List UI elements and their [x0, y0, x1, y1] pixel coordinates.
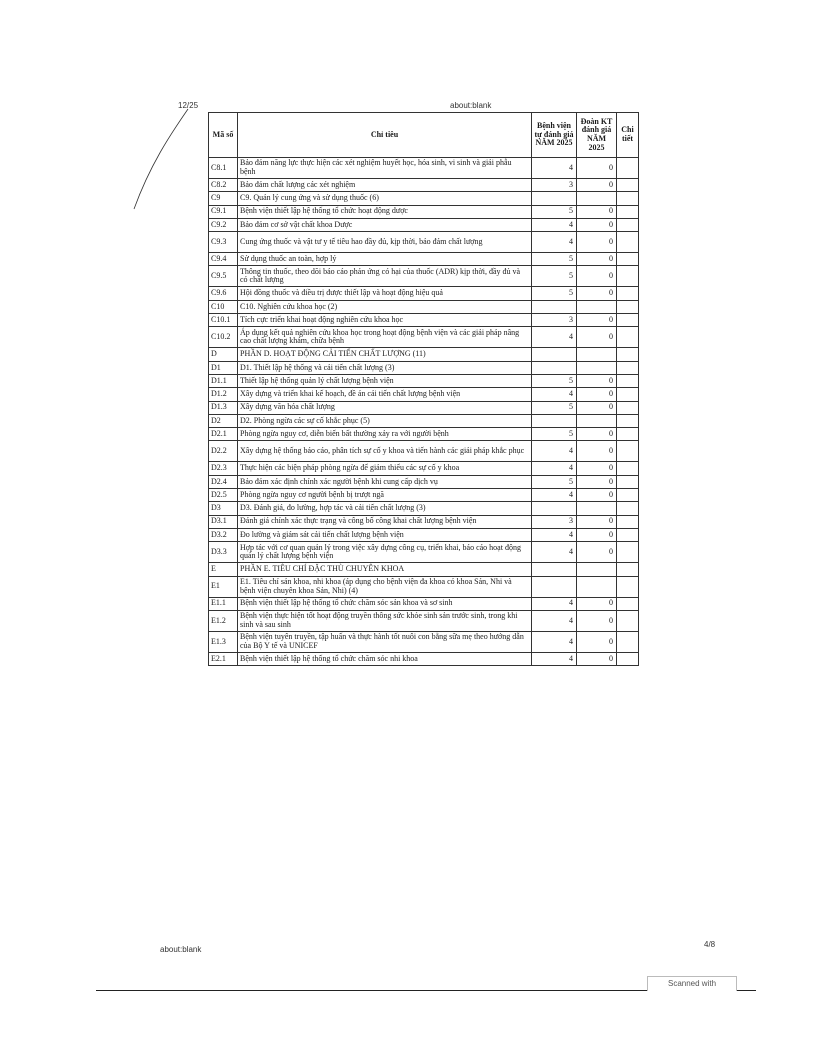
row-team-score: 0	[577, 528, 617, 541]
row-code: C9.6	[209, 287, 238, 300]
row-detail	[617, 158, 639, 179]
table-row	[209, 631, 639, 652]
table-row	[209, 300, 639, 313]
row-detail	[617, 179, 639, 192]
row-code: C9.1	[209, 205, 238, 218]
row-hospital-score: 4	[532, 528, 577, 541]
row-hospital-score: 4	[532, 158, 577, 179]
table-row	[209, 348, 639, 361]
row-hospital-score: 4	[532, 388, 577, 401]
row-team-score	[577, 576, 617, 597]
row-criterion: D3. Đánh giá, đo lường, hợp tác và cải tiến chất lượng (3)	[238, 502, 532, 515]
row-team-score: 0	[577, 205, 617, 218]
row-criterion: Bệnh viện thiết lập hệ thống tổ chức chăm sóc sản khoa và sơ sinh	[238, 597, 532, 610]
row-detail	[617, 610, 639, 631]
row-criterion: Xây dựng hệ thống báo cáo, phân tích sự cố y khoa và tiến hành các giải pháp khắc phục	[238, 441, 532, 462]
row-criterion: C10. Nghiên cứu khoa học (2)	[238, 300, 532, 313]
row-criterion: Bệnh viện tuyên truyền, tập huấn và thực hành tốt nuôi con bằng sữa mẹ theo hướng dẫn của Bộ Y tế và UNICEF	[238, 631, 532, 652]
row-code: E1.2	[209, 610, 238, 631]
row-code: C8.1	[209, 158, 238, 179]
table-row	[209, 489, 639, 502]
table-row	[209, 287, 639, 300]
row-code: D2.2	[209, 441, 238, 462]
table-row	[209, 388, 639, 401]
row-team-score	[577, 414, 617, 427]
row-hospital-score	[532, 192, 577, 205]
row-detail	[617, 528, 639, 541]
row-detail	[617, 475, 639, 488]
row-criterion: Xây dựng văn hóa chất lượng	[238, 401, 532, 414]
row-detail	[617, 253, 639, 266]
row-criterion: Đánh giá chính xác thực trạng và công bố công khai chất lượng bệnh viện	[238, 515, 532, 528]
row-code: E1.1	[209, 597, 238, 610]
row-hospital-score	[532, 502, 577, 515]
row-detail	[617, 414, 639, 427]
row-team-score: 0	[577, 232, 617, 253]
table-row	[209, 327, 639, 348]
row-team-score: 0	[577, 652, 617, 665]
row-team-score: 0	[577, 327, 617, 348]
table-row	[209, 462, 639, 475]
row-hospital-score: 5	[532, 401, 577, 414]
row-code: C9.4	[209, 253, 238, 266]
row-code: E	[209, 563, 238, 576]
header-detail: Chi tiết	[617, 113, 639, 158]
page-number: 4/8	[704, 940, 716, 949]
row-detail	[617, 266, 639, 287]
row-criterion: Hội đồng thuốc và điều trị được thiết lập và hoạt động hiệu quả	[238, 287, 532, 300]
row-criterion: Bệnh viện thực hiện tốt hoạt động truyền thông sức khỏe sinh sản trước sinh, trong khi sinh và sau sinh	[238, 610, 532, 631]
row-hospital-score: 4	[532, 218, 577, 231]
row-team-score: 0	[577, 631, 617, 652]
row-hospital-score: 4	[532, 441, 577, 462]
row-criterion: PHẦN E. TIÊU CHÍ ĐẶC THÙ CHUYÊN KHOA	[238, 563, 532, 576]
row-detail	[617, 327, 639, 348]
table-row	[209, 428, 639, 441]
row-code: D3.3	[209, 542, 238, 563]
table-row	[209, 475, 639, 488]
row-team-score: 0	[577, 401, 617, 414]
table-row	[209, 361, 639, 374]
row-hospital-score: 4	[532, 462, 577, 475]
row-code: D2.3	[209, 462, 238, 475]
header-criterion: Chỉ tiêu	[238, 113, 532, 158]
table-row	[209, 374, 639, 387]
row-team-score	[577, 563, 617, 576]
row-team-score: 0	[577, 388, 617, 401]
table-row	[209, 218, 639, 231]
table-row	[209, 542, 639, 563]
print-title: about:blank	[450, 101, 492, 110]
row-team-score: 0	[577, 287, 617, 300]
row-hospital-score	[532, 414, 577, 427]
row-hospital-score: 5	[532, 428, 577, 441]
row-hospital-score: 5	[532, 205, 577, 218]
row-detail	[617, 489, 639, 502]
row-detail	[617, 576, 639, 597]
row-code: C10.2	[209, 327, 238, 348]
row-team-score: 0	[577, 597, 617, 610]
table-row	[209, 652, 639, 665]
row-detail	[617, 401, 639, 414]
row-code: C9	[209, 192, 238, 205]
row-detail	[617, 232, 639, 253]
row-criterion: Thông tin thuốc, theo dõi báo cáo phản ứng có hại của thuốc (ADR) kịp thời, đầy đủ và có chất lượng	[238, 266, 532, 287]
row-team-score: 0	[577, 428, 617, 441]
scanned-badge: Scanned with	[647, 976, 737, 991]
row-criterion: D2. Phòng ngừa các sự cố khắc phục (5)	[238, 414, 532, 427]
row-team-score: 0	[577, 610, 617, 631]
row-code: D1.1	[209, 374, 238, 387]
row-hospital-score: 4	[532, 610, 577, 631]
row-hospital-score: 4	[532, 489, 577, 502]
row-detail	[617, 287, 639, 300]
row-code: D	[209, 348, 238, 361]
row-hospital-score: 4	[532, 631, 577, 652]
footer-url: about:blank	[160, 945, 202, 954]
table-row	[209, 253, 639, 266]
table-row	[209, 158, 639, 179]
row-hospital-score: 3	[532, 314, 577, 327]
row-team-score	[577, 300, 617, 313]
row-code: D3	[209, 502, 238, 515]
row-team-score: 0	[577, 489, 617, 502]
row-code: D2.1	[209, 428, 238, 441]
row-criterion: Thực hiện các biện pháp phòng ngừa để giảm thiểu các sự cố y khoa	[238, 462, 532, 475]
row-detail	[617, 428, 639, 441]
table-row	[209, 192, 639, 205]
row-team-score: 0	[577, 515, 617, 528]
row-detail	[617, 502, 639, 515]
row-code: D1.3	[209, 401, 238, 414]
row-detail	[617, 218, 639, 231]
row-code: D3.2	[209, 528, 238, 541]
row-criterion: Thiết lập hệ thống quản lý chất lượng bệnh viện	[238, 374, 532, 387]
row-criterion: Tích cực triển khai hoạt động nghiên cứu khoa học	[238, 314, 532, 327]
row-detail	[617, 597, 639, 610]
row-code: D1.2	[209, 388, 238, 401]
row-team-score	[577, 348, 617, 361]
row-hospital-score	[532, 300, 577, 313]
row-detail	[617, 314, 639, 327]
header-team-score: Đoàn KT đánh giá NĂM 2025	[577, 113, 617, 158]
row-detail	[617, 388, 639, 401]
table-row	[209, 597, 639, 610]
table-row	[209, 266, 639, 287]
row-team-score: 0	[577, 314, 617, 327]
row-detail	[617, 652, 639, 665]
row-code: D2.4	[209, 475, 238, 488]
row-criterion: Áp dụng kết quả nghiên cứu khoa học trong hoạt động bệnh viện và các giải pháp nâng cao chất lượng khám, chữa bệnh	[238, 327, 532, 348]
table-row	[209, 205, 639, 218]
row-criterion: Bảo đảm chất lượng các xét nghiệm	[238, 179, 532, 192]
row-team-score: 0	[577, 179, 617, 192]
row-code: D1	[209, 361, 238, 374]
row-code: C8.2	[209, 179, 238, 192]
row-criterion: Phòng ngừa nguy cơ, diễn biến bất thường xảy ra với người bệnh	[238, 428, 532, 441]
row-hospital-score: 4	[532, 652, 577, 665]
row-code: C10	[209, 300, 238, 313]
row-team-score: 0	[577, 218, 617, 231]
table-row	[209, 576, 639, 597]
table-row	[209, 314, 639, 327]
row-criterion: Cung ứng thuốc và vật tư y tế tiêu hao đầy đủ, kịp thời, bảo đảm chất lượng	[238, 232, 532, 253]
row-hospital-score: 5	[532, 266, 577, 287]
row-criterion: Hợp tác với cơ quan quản lý trong việc xây dựng công cụ, triển khai, báo cáo hoạt động quản lý chất lượng bệnh viện	[238, 542, 532, 563]
row-code: C9.5	[209, 266, 238, 287]
row-hospital-score	[532, 361, 577, 374]
table-row	[209, 563, 639, 576]
row-code: C9.2	[209, 218, 238, 231]
row-code: E2.1	[209, 652, 238, 665]
row-team-score: 0	[577, 462, 617, 475]
criteria-table	[208, 112, 639, 666]
row-detail	[617, 441, 639, 462]
row-code: D3.1	[209, 515, 238, 528]
table-row	[209, 401, 639, 414]
table-row	[209, 515, 639, 528]
row-criterion: E1. Tiêu chí sản khoa, nhi khoa (áp dụng cho bệnh viện đa khoa có khoa Sản, Nhi và bệnh viện chuyên khoa Sản, Nhi) (4)	[238, 576, 532, 597]
row-hospital-score: 5	[532, 374, 577, 387]
row-code: E1	[209, 576, 238, 597]
row-team-score	[577, 502, 617, 515]
row-criterion: D1. Thiết lập hệ thống và cải tiến chất lượng (3)	[238, 361, 532, 374]
table-row	[209, 441, 639, 462]
row-hospital-score	[532, 348, 577, 361]
row-code: D2	[209, 414, 238, 427]
table-row	[209, 528, 639, 541]
row-criterion: Bảo đảm năng lực thực hiện các xét nghiệm huyết học, hóa sinh, vi sinh và giải phẫu bệnh	[238, 158, 532, 179]
row-criterion: Xây dựng và triển khai kế hoạch, đề án cải tiến chất lượng bệnh viện	[238, 388, 532, 401]
table-row	[209, 502, 639, 515]
row-hospital-score: 4	[532, 327, 577, 348]
row-detail	[617, 563, 639, 576]
table-row	[209, 610, 639, 631]
row-criterion: PHẦN D. HOẠT ĐỘNG CẢI TIẾN CHẤT LƯỢNG (11)	[238, 348, 532, 361]
row-code: C10.1	[209, 314, 238, 327]
row-detail	[617, 192, 639, 205]
row-team-score	[577, 361, 617, 374]
row-detail	[617, 300, 639, 313]
row-team-score: 0	[577, 475, 617, 488]
table-row	[209, 232, 639, 253]
row-code: C9.3	[209, 232, 238, 253]
row-hospital-score: 5	[532, 287, 577, 300]
row-team-score: 0	[577, 253, 617, 266]
row-hospital-score: 4	[532, 542, 577, 563]
pen-mark	[130, 105, 190, 215]
row-hospital-score: 5	[532, 475, 577, 488]
row-criterion: Bảo đảm xác định chính xác người bệnh khi cung cấp dịch vụ	[238, 475, 532, 488]
row-detail	[617, 515, 639, 528]
row-hospital-score: 3	[532, 515, 577, 528]
row-criterion: Bệnh viện thiết lập hệ thống tổ chức chăm sóc nhi khoa	[238, 652, 532, 665]
row-criterion: Phòng ngừa nguy cơ người bệnh bị trượt ngã	[238, 489, 532, 502]
row-team-score: 0	[577, 266, 617, 287]
row-criterion: Sử dụng thuốc an toàn, hợp lý	[238, 253, 532, 266]
row-detail	[617, 462, 639, 475]
row-team-score: 0	[577, 542, 617, 563]
row-detail	[617, 374, 639, 387]
row-detail	[617, 348, 639, 361]
row-team-score: 0	[577, 441, 617, 462]
row-team-score: 0	[577, 374, 617, 387]
row-hospital-score: 3	[532, 179, 577, 192]
row-criterion: C9. Quản lý cung ứng và sử dụng thuốc (6)	[238, 192, 532, 205]
row-team-score: 0	[577, 158, 617, 179]
print-date: 12/25	[178, 101, 199, 110]
table-row	[209, 179, 639, 192]
table-header-row	[209, 113, 639, 158]
row-hospital-score: 4	[532, 232, 577, 253]
row-detail	[617, 361, 639, 374]
row-hospital-score	[532, 563, 577, 576]
header-code: Mã số	[209, 113, 238, 158]
row-hospital-score: 5	[532, 253, 577, 266]
row-team-score	[577, 192, 617, 205]
table-row	[209, 414, 639, 427]
row-criterion: Đo lường và giám sát cải tiến chất lượng bệnh viện	[238, 528, 532, 541]
row-code: E1.3	[209, 631, 238, 652]
row-detail	[617, 631, 639, 652]
row-criterion: Bệnh viện thiết lập hệ thống tổ chức hoạt động dược	[238, 205, 532, 218]
row-criterion: Bảo đảm cơ sở vật chất khoa Dược	[238, 218, 532, 231]
row-detail	[617, 542, 639, 563]
row-code: D2.5	[209, 489, 238, 502]
row-detail	[617, 205, 639, 218]
row-hospital-score	[532, 576, 577, 597]
row-hospital-score: 4	[532, 597, 577, 610]
header-hospital-score: Bệnh viện tự đánh giá NĂM 2025	[532, 113, 577, 158]
